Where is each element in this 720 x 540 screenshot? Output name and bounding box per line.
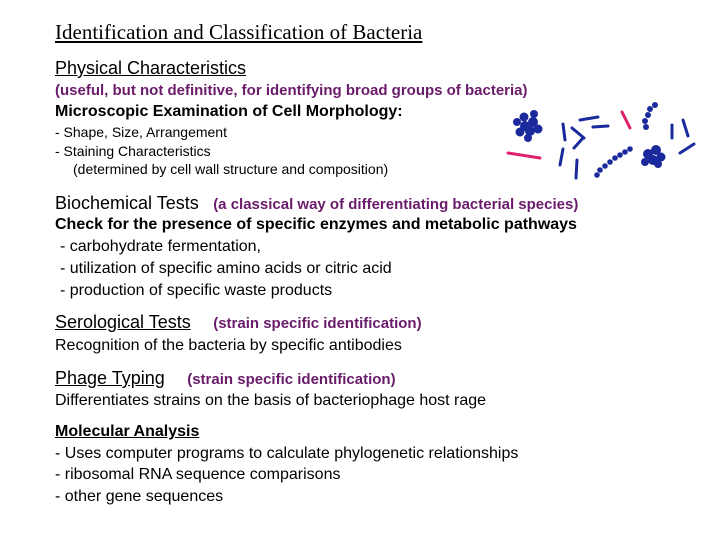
molecular-heading: Molecular Analysis [55,423,200,440]
molecular-item-3: - other gene sequences [55,488,224,505]
physical-item-3: (determined by cell wall structure and composition) [73,161,389,177]
serological-text: Recognition of the bacteria by specific antibodies [55,337,402,354]
physical-item-1: - Shape, Size, Arrangement [55,124,227,140]
biochemical-item-2: - utilization of specific amino acids or citric acid [60,260,392,277]
biochemical-note: (a classical way of differentiating bacterial species) [213,196,579,213]
phage-text: Differentiates strains on the basis of bacteriophage host rage [55,392,487,409]
biochemical-row [55,193,578,214]
biochemical-subheading: Check for the presence of specific enzymes and metabolic pathways [55,216,577,233]
streptococci-chain-icon [594,102,658,178]
phage-heading: Phage Typing [55,368,165,388]
physical-heading: Physical Characteristics [55,58,247,78]
bacilli-icon [560,117,694,178]
physical-note: (useful, but not definitive, for identifying broad groups of bacteria) [55,82,528,99]
phage-row [55,368,396,389]
biochemical-heading: Biochemical Tests [55,193,199,213]
page-title: Identification and Classification of Bacteria [55,20,423,44]
serological-heading: Serological Tests [55,312,191,332]
serological-row [55,312,422,333]
physical-item-2: - Staining Characteristics [55,143,211,159]
serological-note: (strain specific identification) [213,315,422,332]
molecular-item-1: - Uses computer programs to calculate phylogenetic relationships [55,445,519,462]
phage-note: (strain specific identification) [187,371,396,388]
microscopic-heading: Microscopic Examination of Cell Morphology: [55,103,403,120]
biochemical-item-1: - carbohydrate fermentation, [60,238,261,255]
staphylococci-cluster-icon [513,110,543,142]
molecular-item-2: - ribosomal RNA sequence comparisons [55,466,341,483]
staphylococci-cluster-2-icon [641,145,666,168]
bacteria-morphology-illustration-icon [500,98,710,193]
biochemical-item-3: - production of specific waste products [60,282,333,299]
